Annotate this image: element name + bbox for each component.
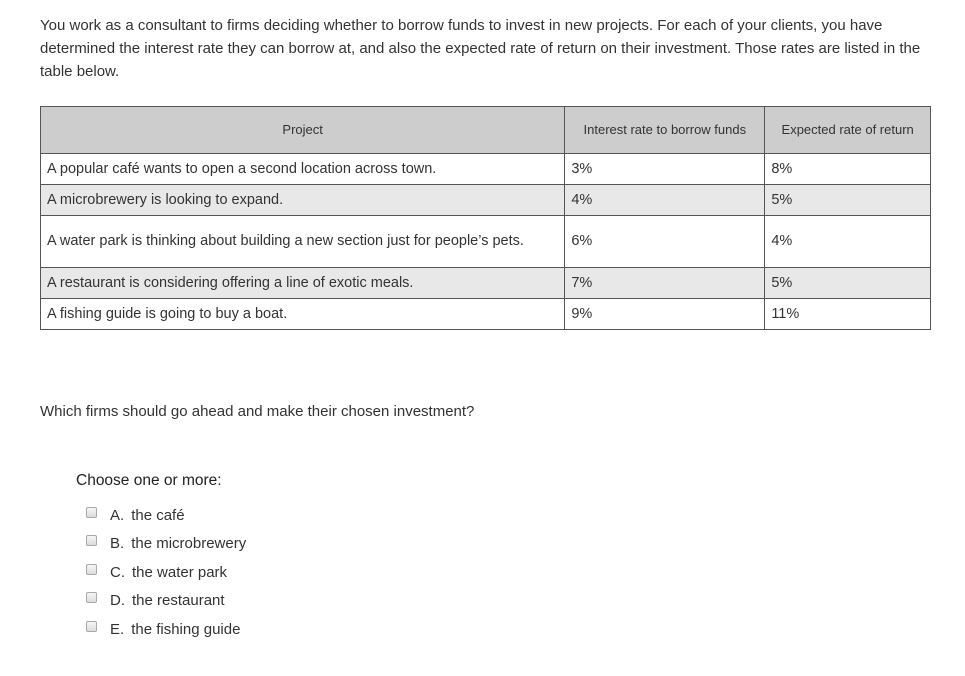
rates-table <box>40 106 931 330</box>
option-label: the café <box>131 506 185 524</box>
cell-project: A fishing guide is going to buy a boat. <box>41 299 565 330</box>
option-letter: C. <box>110 563 125 581</box>
option-b[interactable] <box>86 530 246 559</box>
header-project: Project <box>41 107 565 154</box>
cell-expected-return: 8% <box>765 154 931 185</box>
checkbox-b[interactable] <box>86 535 97 546</box>
option-letter: E. <box>110 620 125 638</box>
intro-text: You work as a consultant to firms deciding whether to borrow funds to invest in new projects. For each of your clients, you have determined the interest rate they can borrow at, and also the expected rate of return on their investment. Those rates are listed in the table below. <box>40 17 921 80</box>
cell-interest-rate: 6% <box>565 216 765 268</box>
cell-interest-rate: 7% <box>565 268 765 299</box>
table-header-row <box>41 107 931 154</box>
header-expected-return: Expected rate of return <box>765 107 931 154</box>
cell-expected-return: 4% <box>765 216 931 268</box>
option-d[interactable] <box>86 587 246 616</box>
option-label: the fishing guide <box>131 620 241 638</box>
table-row <box>41 299 931 330</box>
option-label: the restaurant <box>132 592 225 610</box>
checkbox-d[interactable] <box>86 592 97 603</box>
cell-expected-return: 11% <box>765 299 931 330</box>
option-label: the microbrewery <box>131 535 247 553</box>
cell-interest-rate: 9% <box>565 299 765 330</box>
table-row <box>41 154 931 185</box>
cell-project: A popular café wants to open a second location across town. <box>41 154 565 185</box>
option-letter: D. <box>110 592 125 610</box>
option-e[interactable] <box>86 615 246 644</box>
checkbox-e[interactable] <box>86 621 97 632</box>
cell-interest-rate: 4% <box>565 185 765 216</box>
table-row <box>41 268 931 299</box>
table-row <box>41 216 931 268</box>
cell-project: A microbrewery is looking to expand. <box>41 185 565 216</box>
option-a[interactable] <box>86 501 246 530</box>
question-text: Which firms should go ahead and make their chosen investment? <box>40 403 475 420</box>
option-c[interactable] <box>86 558 246 587</box>
checkbox-a[interactable] <box>86 507 97 518</box>
header-interest-rate: Interest rate to borrow funds <box>565 107 765 154</box>
cell-project: A water park is thinking about building a new section just for people’s pets. <box>41 216 565 268</box>
cell-interest-rate: 3% <box>565 154 765 185</box>
option-letter: B. <box>110 535 125 553</box>
checkbox-c[interactable] <box>86 564 97 575</box>
table-row <box>41 185 931 216</box>
option-label: the water park <box>132 563 228 581</box>
choose-label: Choose one or more: <box>76 472 222 489</box>
cell-project: A restaurant is considering offering a line of exotic meals. <box>41 268 565 299</box>
answer-options <box>86 501 246 644</box>
cell-expected-return: 5% <box>765 268 931 299</box>
cell-expected-return: 5% <box>765 185 931 216</box>
option-letter: A. <box>110 506 125 524</box>
